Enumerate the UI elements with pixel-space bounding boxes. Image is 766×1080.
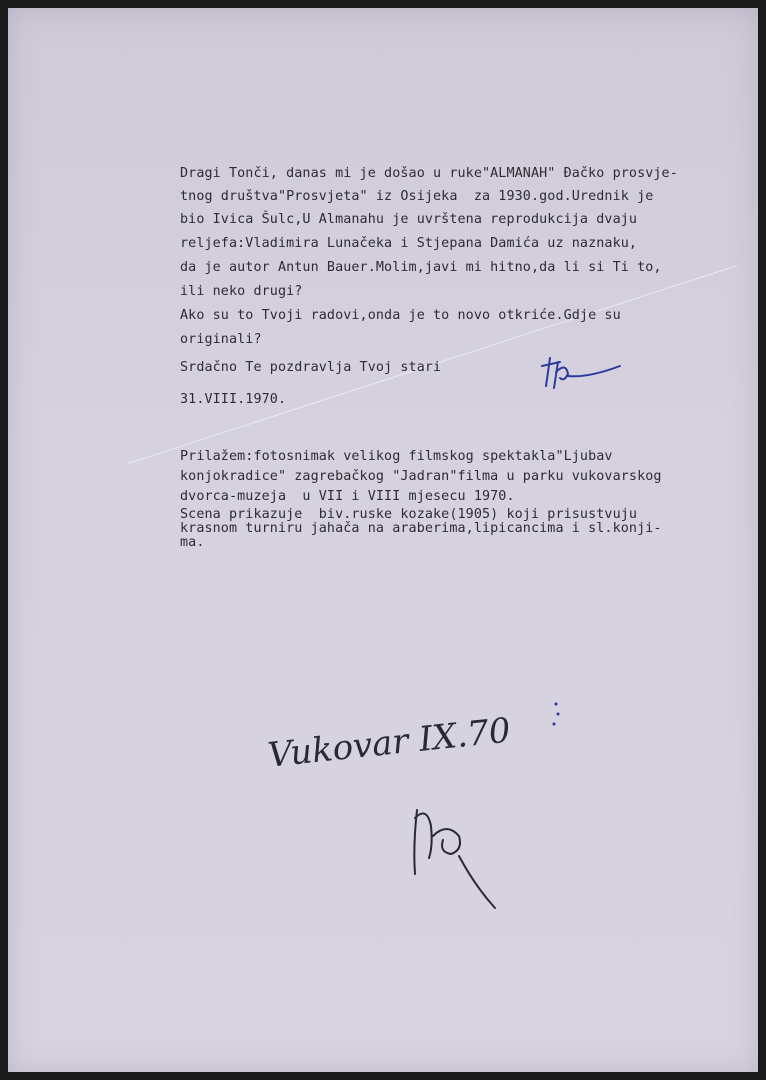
letter-line: originali? [180,332,262,347]
letter-line: bio Ivica Šulc,U Almanahu je uvrštena reprodukcija dvaju [180,212,638,227]
scene-line: Scena prikazuje biv.ruske kozake(1905) koji prisustvuju [180,507,638,522]
letter-body [180,166,678,407]
handwritten-place-date: Vukovar IX.70 [266,710,513,776]
ink-dots [546,698,566,738]
enclosure-line: Prilažem:fotosnimak velikog filmskog spektakla"Ljubav [180,449,613,464]
enclosure-line: konjokradice" zagrebačkog "Jadran"filma u parku vukovarskog [180,469,662,484]
letter-line: ili neko drugi? [180,284,303,299]
letter-line: tnog društva"Prosvjeta" iz Osijeka za 1930.god.Urednik je [180,189,654,204]
letter-page [8,8,758,1072]
greeting: Srdačno Te pozdravlja Tvoj stari [180,360,442,375]
letter-line: reljefa:Vladimira Lunačeka i Stjepana Damića uz naznaku, [180,236,638,251]
letter-line: da je autor Antun Bauer.Molim,javi mi hitno,da li si Ti to, [180,260,662,275]
letter-date: 31.VIII.1970. [180,392,287,407]
scene-line: krasnom turniru jahača na araberima,lipicancima i sl.konji- [180,521,662,536]
enclosure-note [180,449,662,570]
scene-line: ma. [180,535,205,550]
enclosure-line: dvorca-muzeja u VII i VIII mjesecu 1970. [180,489,515,504]
letter-line: Ako su to Tvoji radovi,onda je to novo otkriće.Gdje su [180,308,621,323]
signature-mark [538,348,628,398]
handwritten-initials [403,796,513,926]
letter-line: Dragi Tonči, danas mi je došao u ruke"ALMANAH" Đačko prosvje- [180,166,678,181]
